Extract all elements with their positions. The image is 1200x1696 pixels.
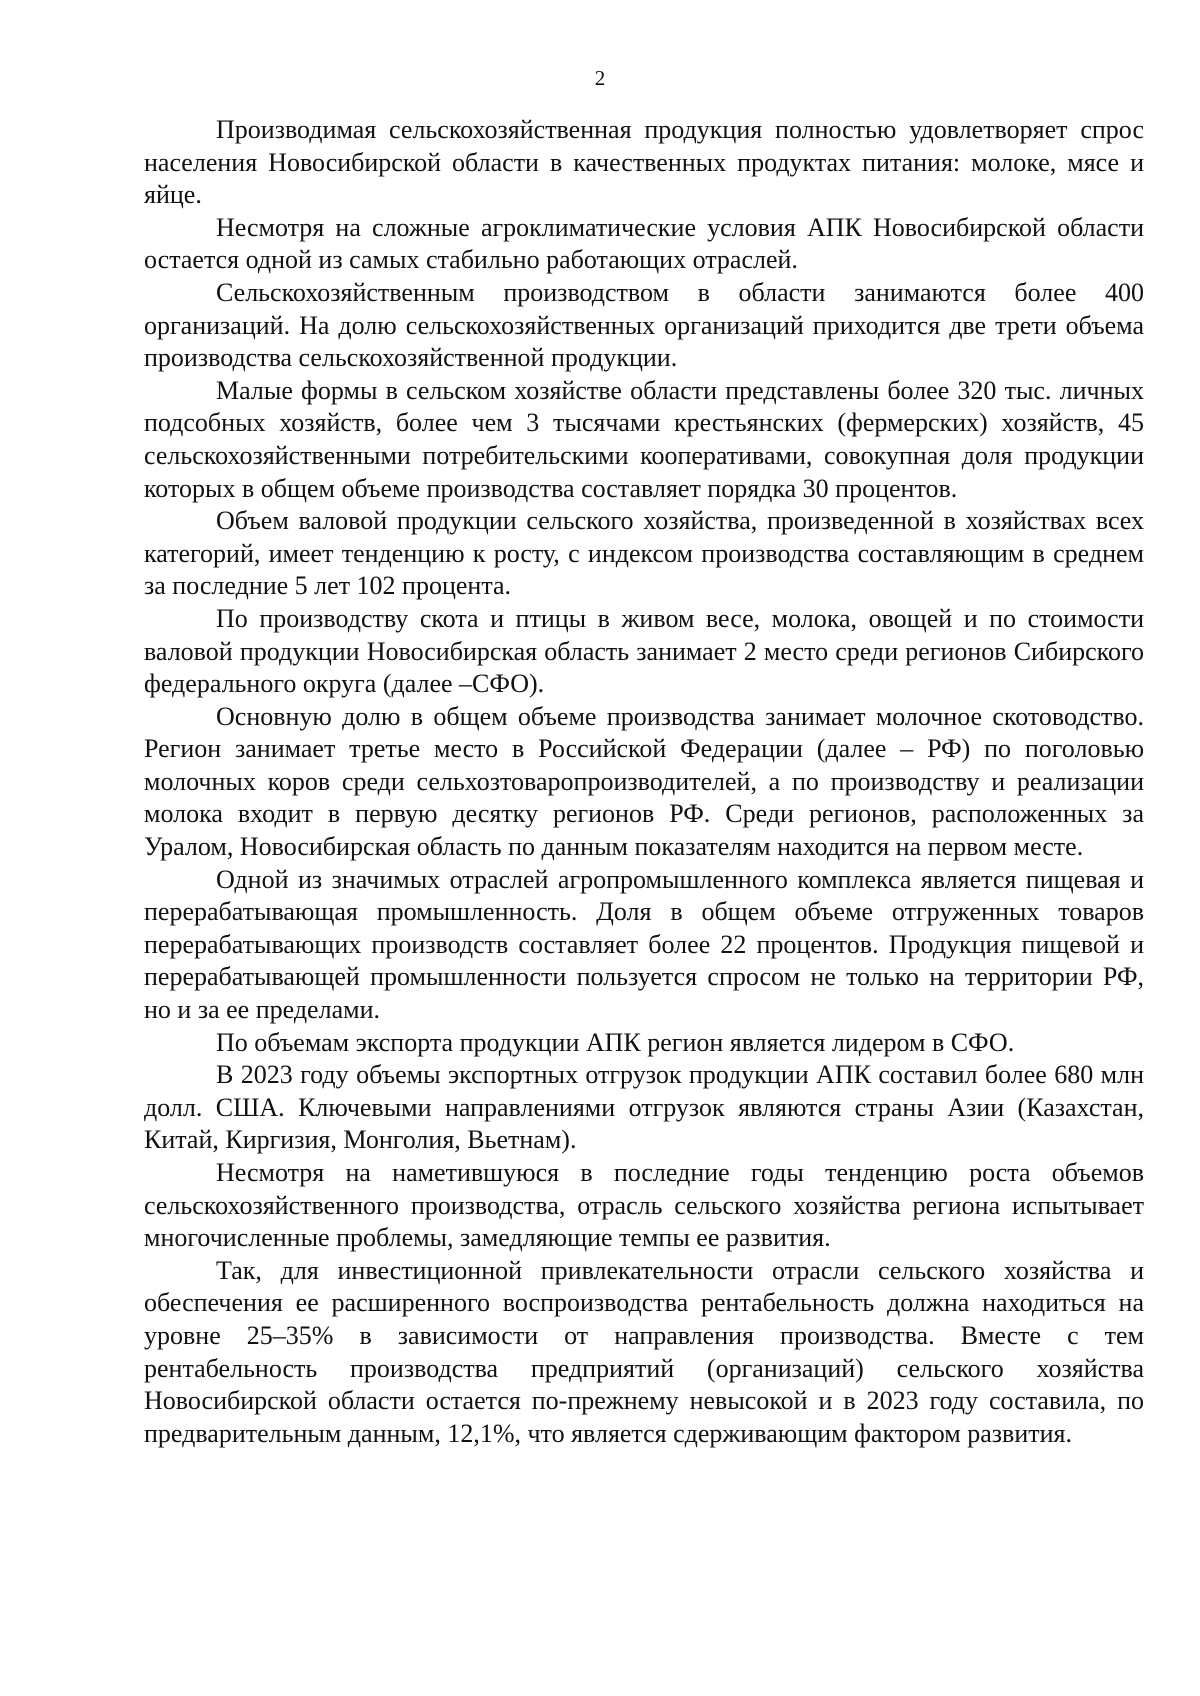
paragraph-12: Так, для инвестиционной привлекательности отрасли сельского хозяйства и обеспечения ее расширенного воспроизводства рентабельность должна находиться на уровне 25–35% в зависимости от направления производства. Вместе с тем рентабельность производства предприятий (организаций) сельского хозяйства Новосибирской области остается по-прежнему невысокой и в 2023 году составила, по предварительным данным, 12,1%, что является сдерживающим фактором развития. (144, 1255, 1144, 1448)
paragraph-3: Сельскохозяйственным производством в области занимаются более 400 организаций. На долю сельскохозяйственных организаций приходится две трети объема производства сельскохозяйственной продукции. (144, 277, 1144, 373)
paragraph-8: Одной из значимых отраслей агропромышленного комплекса является пищевая и перерабатывающая промышленность. Доля в общем объеме отгруженных товаров перерабатывающих производств составляет более 22 процентов. Продукция пищевой и перерабатывающей промышленности пользуется спросом не только на территории РФ, но и за ее пределами. (144, 864, 1144, 1025)
paragraph-10: В 2023 году объемы экспортных отгрузок продукции АПК составил более 680 млн долл. США. Ключевыми направлениями отгрузок являются страны Азии (Казахстан, Китай, Киргизия, Монголия, Вьетнам). (144, 1060, 1144, 1155)
page-number: 2 (594, 66, 606, 90)
paragraph-5: Объем валовой продукции сельского хозяйства, произведенной в хозяйствах всех категорий, имеет тенденцию к росту, с индексом производства составляющим в среднем за последние 5 лет 102 процента. (144, 506, 1144, 601)
document-body (144, 114, 1144, 1450)
paragraph-7: Основную долю в общем объеме производства занимает молочное скотоводство. Регион занимает третье место в Российской Федерации (далее – РФ) по поголовью молочных коров среди сельхозтоваропроизводителей, а по производству и реализации молока входит в первую десятку регионов РФ. Среди регионов, расположенных за Уралом, Новосибирская область по данным показателям находится на первом месте. (144, 701, 1144, 862)
paragraph-4: Малые формы в сельском хозяйстве области представлены более 320 тыс. личных подсобных хозяйств, более чем 3 тысячами крестьянских (фермерских) хозяйств, 45 сельскохозяйственными потребительскими кооперативами, совокупная доля продукции которых в общем объеме производства составляет порядка 30 процентов. (144, 375, 1144, 503)
paragraph-9: По объемам экспорта продукции АПК регион является лидером в СФО. (216, 1027, 1015, 1057)
paragraph-11: Несмотря на наметившуюся в последние годы тенденцию роста объемов сельскохозяйственного производства, отрасль сельского хозяйства региона испытывает многочисленные проблемы, замедляющие темпы ее развития. (144, 1158, 1144, 1253)
paragraph-2: Несмотря на сложные агроклиматические условия АПК Новосибирской области остается одной из самых стабильно работающих отраслей. (144, 212, 1144, 275)
paragraph-6: По производству скота и птицы в живом весе, молока, овощей и по стоимости валовой продукции Новосибирская область занимает 2 место среди регионов Сибирского федерального округа (далее –СФО). (144, 603, 1144, 699)
paragraph-1: Производимая сельскохозяйственная продукция полностью удовлетворяет спрос населения Новосибирской области в качественных продуктах питания: молоке, мясе и яйце. (144, 115, 1144, 210)
